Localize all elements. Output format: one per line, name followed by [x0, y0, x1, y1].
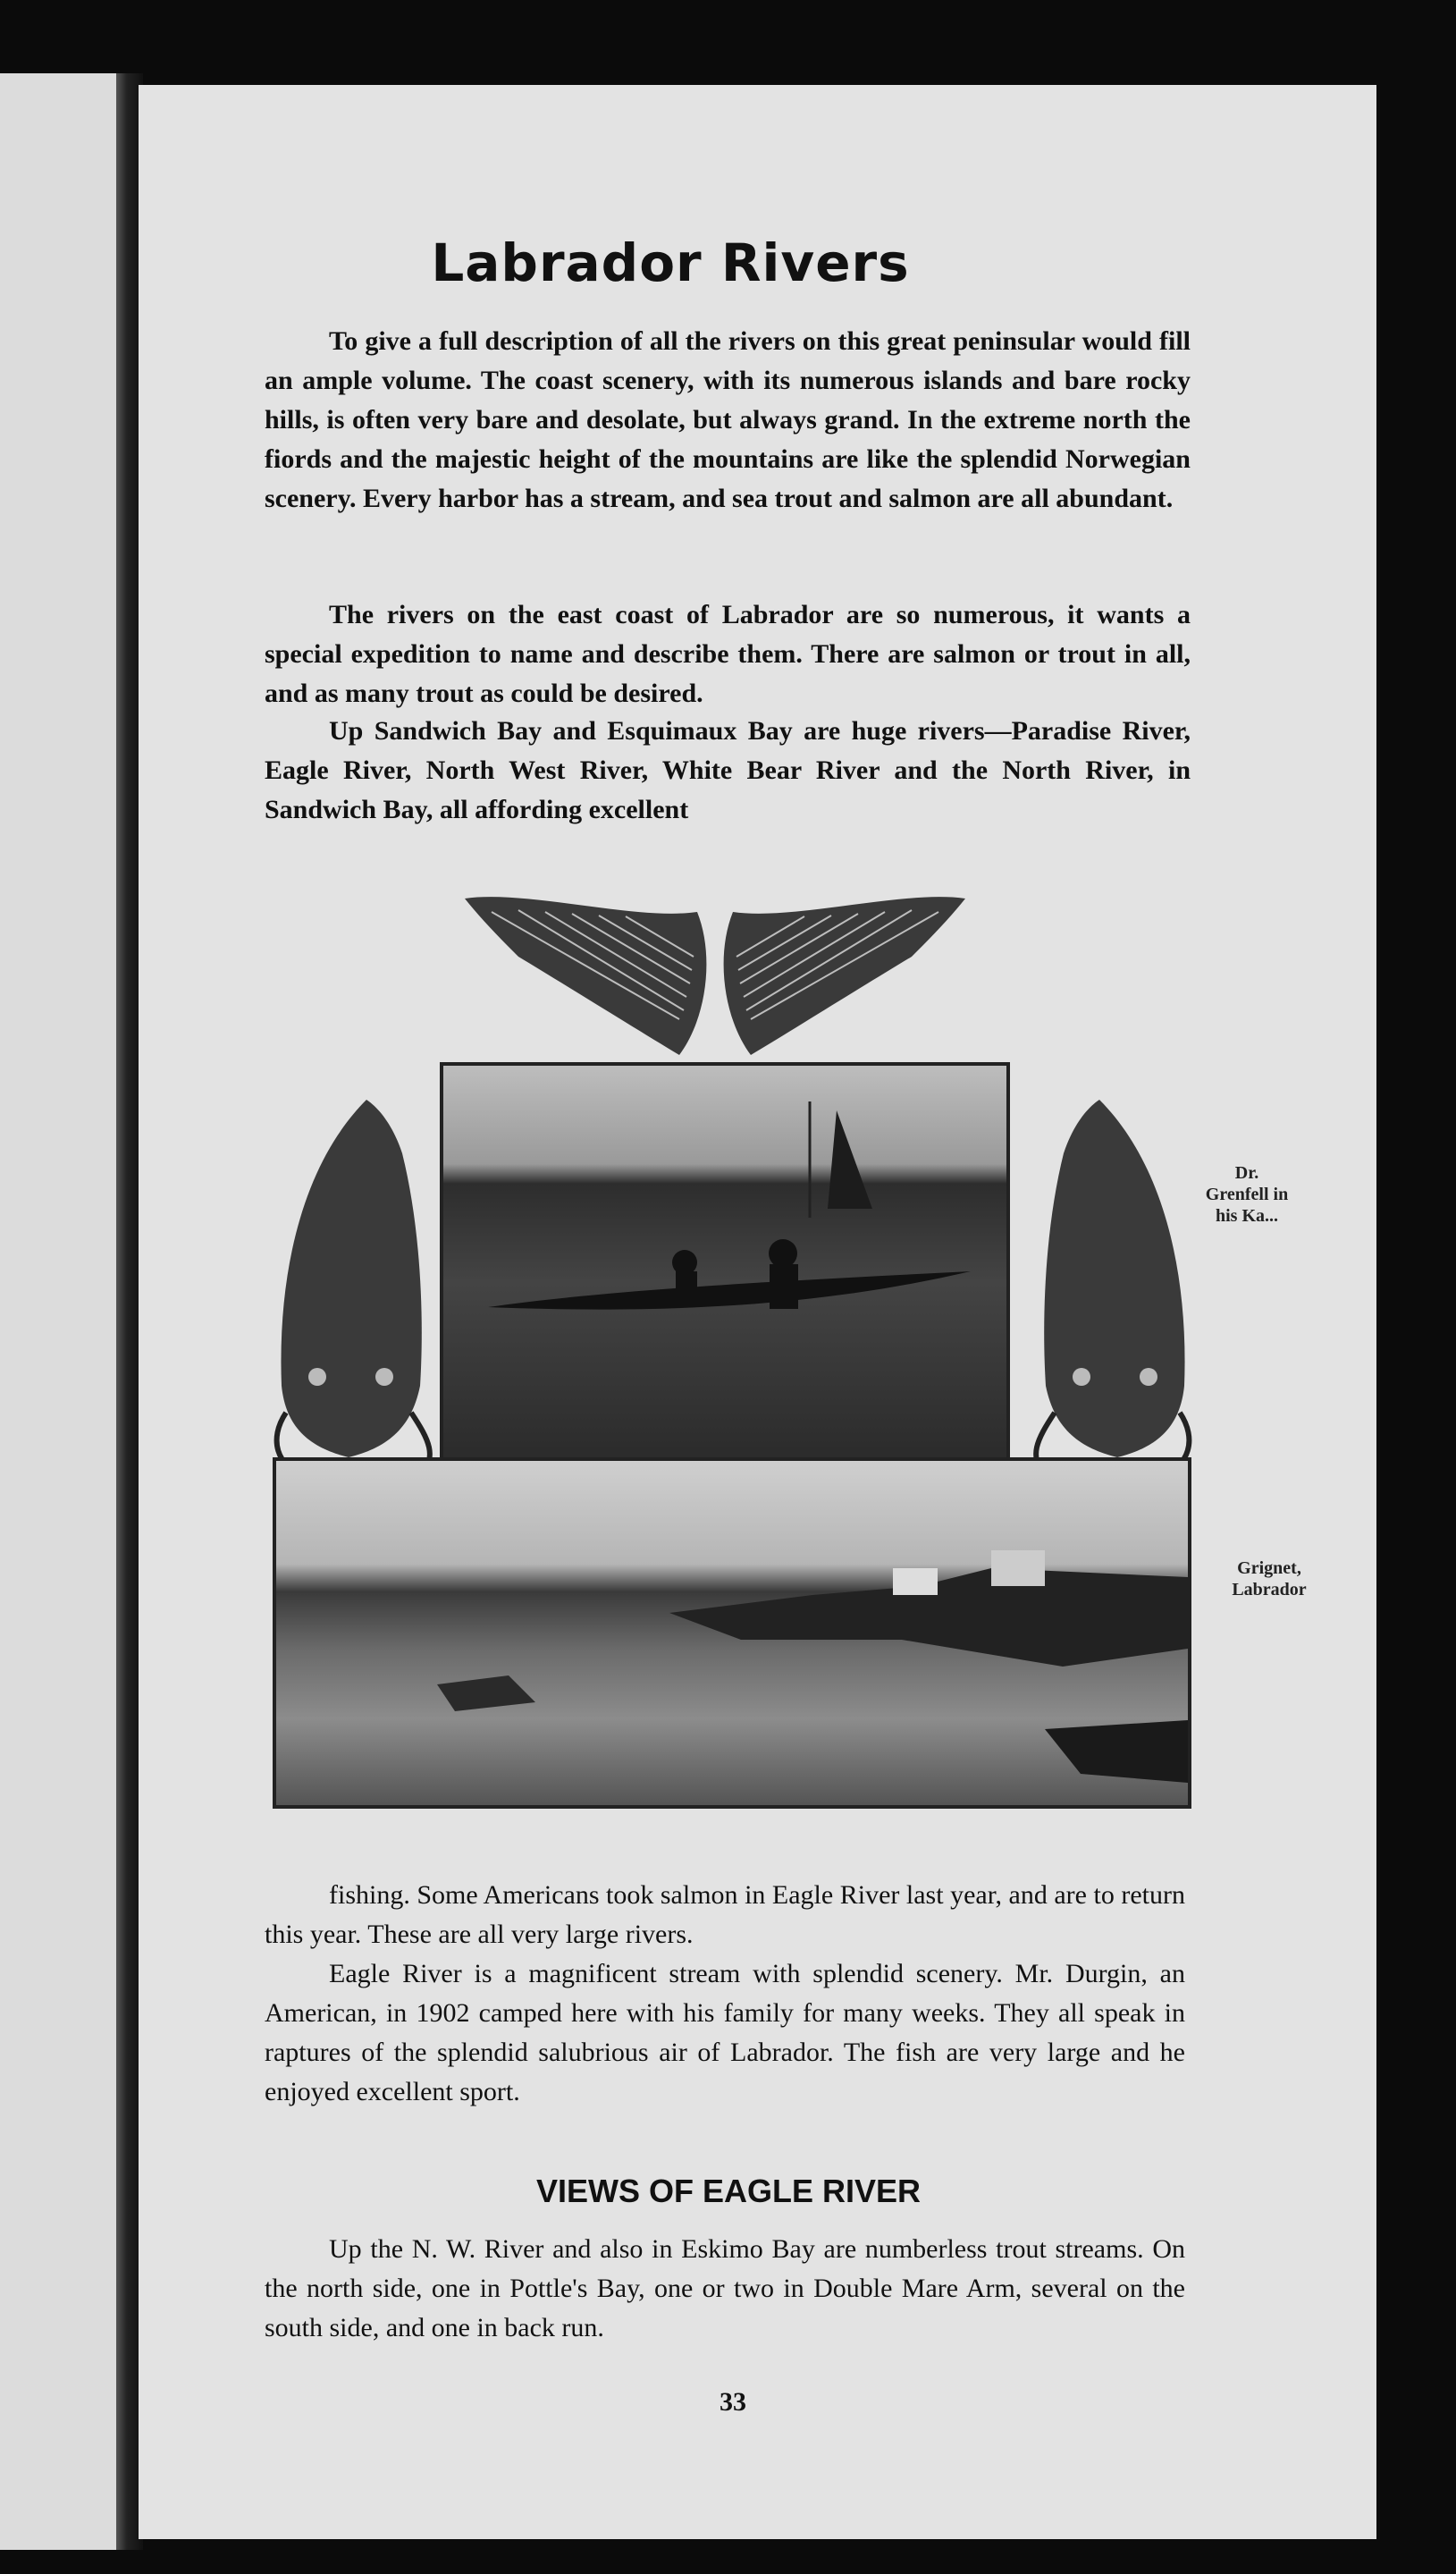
illustration-figure [268, 885, 1198, 1819]
kayak-caption: Dr. Grenfell in his Ka... [1205, 1163, 1289, 1226]
paragraph-5: Eagle River is a magnificent stream with splendid scenery. Mr. Durgin, an American, in 1902 camped here with his family for many weeks. They all speak in raptures of the splendid salubrious air of Labrador. The fish are very large and he enjoyed excellent sport. [265, 1959, 1185, 2106]
paragraph-4: fishing. Some Americans took salmon in Eagle River last year, and are to return this year. These are all very large rivers. [265, 1880, 1185, 1949]
paragraph-1: To give a full description of all the rivers on this great peninsular would fill an ample volume. The coast scenery, with its numerous islands and bare rocky hills, is often very bare and desolate, but always grand. In the extreme north the fiords and the majestic height of the mountains are like the splendid Norwegian scenery. Every harbor has a stream, and sea trout and salmon are all abundant. [265, 326, 1191, 513]
paragraph-6: Up the N. W. River and also in Eskimo Bay are numberless trout streams. On the north side, one in Pottle's Bay, one or two in Double Mare Arm, several on the south side, and one in back run. [265, 2234, 1185, 2342]
left-page-edge [0, 73, 134, 2550]
kayak-photo [440, 1062, 1010, 1463]
paragraph-3: Up Sandwich Bay and Esquimaux Bay are huge rivers—Paradise River, Eagle River, North West River, White Bear River and the North River, in Sandwich Bay, all affording excellent [265, 716, 1191, 824]
page-number: 33 [720, 2387, 746, 2417]
shoreline-icon [276, 1532, 1188, 1801]
grignet-caption: Grignet, Labrador [1232, 1558, 1307, 1599]
right-dark-edge [1376, 54, 1456, 2574]
left-catfish-ornament-icon [268, 1091, 447, 1484]
page-title: Labrador Rivers [431, 232, 910, 293]
sailboat-icon [783, 1093, 890, 1227]
grignet-photo [273, 1457, 1191, 1809]
subheading: VIEWS OF EAGLE RIVER [535, 2173, 922, 2209]
right-catfish-ornament-icon [1019, 1091, 1198, 1484]
fish-tail-ornament-icon [456, 885, 974, 1064]
paragraph-2: The rivers on the east coast of Labrador are so numerous, it wants a special expedition to name and describe them. There are salmon or trout in all, and as many trout as could be desired. [265, 600, 1191, 708]
kayak-icon [479, 1209, 980, 1343]
